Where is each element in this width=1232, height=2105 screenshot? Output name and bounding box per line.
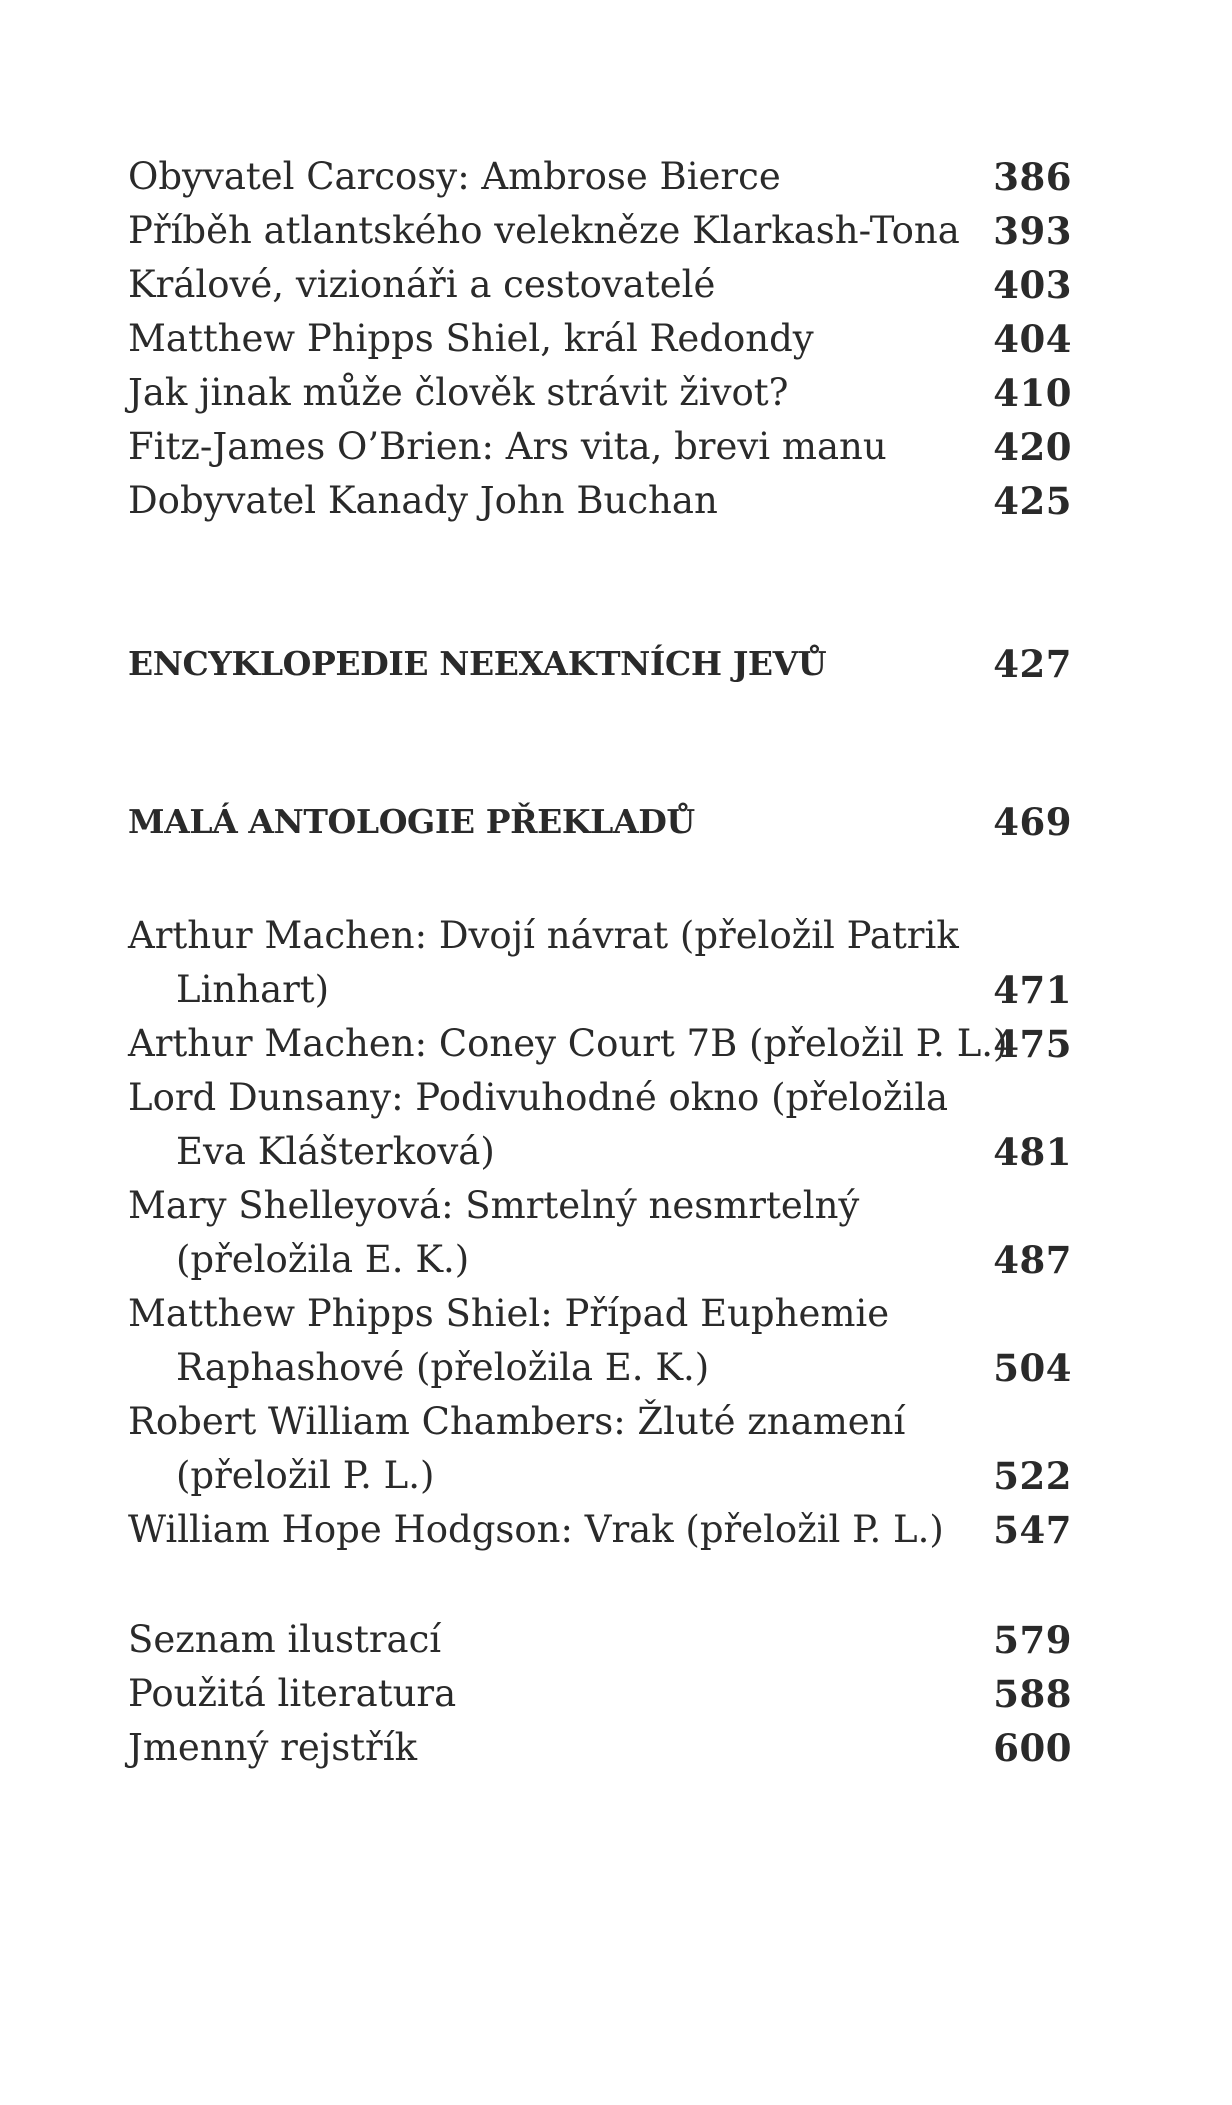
toc-entry-title: Jmenný rejstřík	[128, 1726, 417, 1769]
toc-entry-page: 588	[993, 1672, 1072, 1716]
toc-entry-title-continued: Linhart)	[176, 968, 330, 1011]
toc-entry-page: 471	[993, 968, 1072, 1012]
toc-entry-line	[0, 1341, 1232, 1395]
toc-entry-page: 404	[993, 317, 1072, 361]
toc-section-title: ENCYKLOPEDIE NEEXAKTNÍCH JEVŮ	[128, 644, 827, 683]
toc-entry-line	[0, 1287, 1232, 1341]
toc-entry-page: 522	[993, 1454, 1072, 1498]
toc-entry-title: Použitá literatura	[128, 1672, 457, 1715]
toc-entry-title: Jak jinak může člověk strávit život?	[128, 371, 789, 414]
toc-entry-title-continued: Eva Klášterková)	[176, 1130, 495, 1173]
toc-entry-title: Králové, vizionáři a cestovatelé	[128, 263, 716, 306]
toc-entry-page: 600	[993, 1726, 1072, 1770]
toc-entry-page: 487	[993, 1238, 1072, 1282]
toc-entry	[0, 204, 1232, 258]
toc-group-essays	[0, 150, 1232, 528]
toc-entry-page: 504	[993, 1346, 1072, 1390]
toc-entry-page: 547	[993, 1508, 1072, 1552]
toc-entry-title: Příběh atlantského velekněze Klarkash-Tona	[128, 209, 960, 252]
toc-section-anthology	[0, 795, 1232, 849]
toc-entry-page: 403	[993, 263, 1072, 307]
toc-entry	[0, 366, 1232, 420]
toc-entry	[0, 258, 1232, 312]
toc-entry-title: Mary Shelleyová: Smrtelný nesmrtelný	[128, 1184, 860, 1227]
toc-section-title: MALÁ ANTOLOGIE PŘEKLADŮ	[128, 802, 695, 841]
toc-entry-title: Lord Dunsany: Podivuhodné okno (přeložila	[128, 1076, 949, 1119]
toc-section-heading	[0, 637, 1232, 691]
toc-entry	[0, 474, 1232, 528]
toc-section-page: 427	[993, 642, 1072, 686]
toc-entry-title: Robert William Chambers: Žluté znamení	[128, 1400, 906, 1443]
toc-entry-line	[0, 1071, 1232, 1125]
toc-entry	[0, 312, 1232, 366]
toc-entry-line	[0, 1395, 1232, 1449]
toc-entry-title: Seznam ilustrací	[128, 1618, 442, 1661]
toc-entry-title: Arthur Machen: Dvojí návrat (přeložil Patrik	[128, 914, 959, 957]
toc-entry-line	[0, 963, 1232, 1017]
toc-group-back-matter	[0, 1613, 1232, 1775]
toc-entry-page: 386	[993, 155, 1072, 199]
toc-section-encyclopedia	[0, 637, 1232, 691]
toc-entry-page: 425	[993, 479, 1072, 523]
toc-entry-line	[0, 1503, 1232, 1557]
toc-entry	[0, 1613, 1232, 1667]
toc-entry	[0, 150, 1232, 204]
toc-entry-line	[0, 1179, 1232, 1233]
toc-entry	[0, 1667, 1232, 1721]
toc-entry	[0, 420, 1232, 474]
toc-entry-title: Matthew Phipps Shiel: Případ Euphemie	[128, 1292, 890, 1335]
toc-entry-page: 481	[993, 1130, 1072, 1174]
toc-entry-page: 420	[993, 425, 1072, 469]
toc-entry-title: Dobyvatel Kanady John Buchan	[128, 479, 718, 522]
toc-entry-title: Arthur Machen: Coney Court 7B (přeložil P. L.)	[128, 1022, 1008, 1065]
toc-section-heading	[0, 795, 1232, 849]
toc-entry-line	[0, 909, 1232, 963]
toc-entry-line	[0, 1125, 1232, 1179]
toc-entry-title: Fitz-James O’Brien: Ars vita, brevi manu	[128, 425, 887, 468]
toc-section-page: 469	[993, 800, 1072, 844]
toc-entry-title: William Hope Hodgson: Vrak (přeložil P. L.)	[128, 1508, 944, 1551]
toc-group-translations	[0, 909, 1232, 1557]
toc-entry-line	[0, 1449, 1232, 1503]
toc-entry-title: Obyvatel Carcosy: Ambrose Bierce	[128, 155, 781, 198]
toc-entry	[0, 1721, 1232, 1775]
toc-entry-page: 410	[993, 371, 1072, 415]
toc-entry-line	[0, 1017, 1232, 1071]
toc-entry-title-continued: (přeložila E. K.)	[176, 1238, 470, 1281]
toc-entry-title-continued: Raphashové (přeložila E. K.)	[176, 1346, 710, 1389]
toc-entry-title: Matthew Phipps Shiel, král Redondy	[128, 317, 814, 360]
toc-entry-page: 393	[993, 209, 1072, 253]
toc-entry-title-continued: (přeložil P. L.)	[176, 1454, 435, 1497]
toc-entry-page: 475	[993, 1022, 1072, 1066]
toc-entry-line	[0, 1233, 1232, 1287]
toc-entry-page: 579	[993, 1618, 1072, 1662]
